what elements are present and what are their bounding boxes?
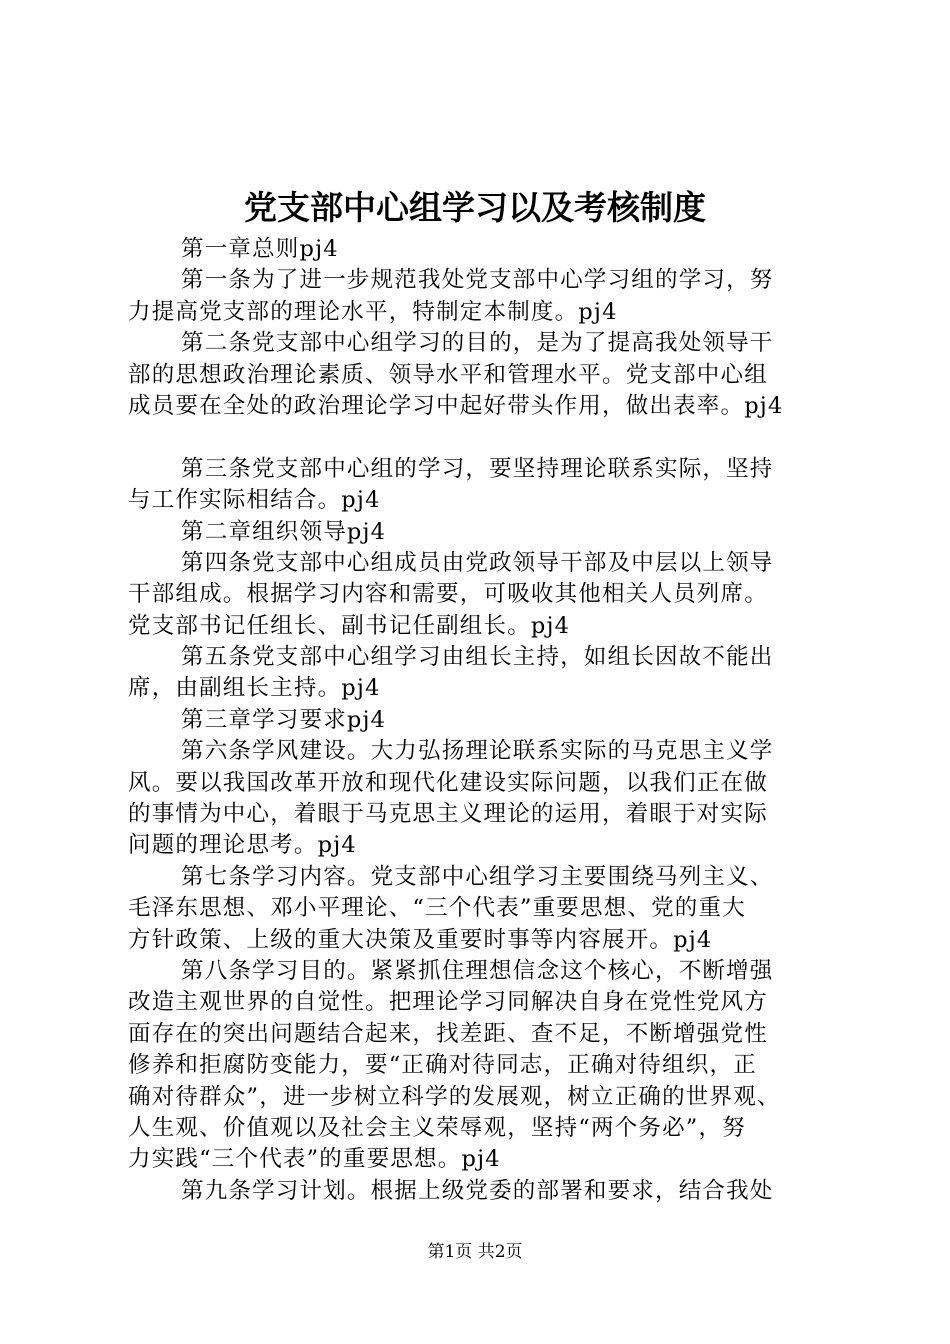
chapter-heading: 第一章总则pj4 — [181, 236, 339, 262]
page-number: 第1页 共2页 — [427, 1242, 523, 1262]
paragraph-line: 修养和拒腐防变能力，要“正确对待同志，正确对待组织，正 — [128, 1052, 757, 1079]
paragraph-line: 力实践“三个代表”的重要思想。pj4 — [128, 1146, 501, 1173]
paragraph-line: 席，由副组长主持。pj4 — [128, 675, 381, 702]
paragraph-line: 问题的理论思考。pj4 — [128, 832, 357, 859]
paragraph-line: 力提高党支部的理论水平，特制定本制度。pj4 — [128, 298, 618, 325]
paragraph-line: 部的思想政治理论素质、领导水平和管理水平。党支部中心组 — [128, 361, 768, 388]
paragraph-line: 第七条学习内容。党支部中心组学习主要围绕马列主义、 — [181, 863, 774, 890]
paragraph-line: 干部组成。根据学习内容和需要，可吸收其他相关人员列席。 — [128, 581, 768, 608]
document-body — [128, 234, 834, 1207]
paragraph-line: 第一条为了进一步规范我处党支部中心学习组的学习，努 — [181, 267, 774, 294]
paragraph-line: 方针政策、上级的重大决策及重要时事等内容展开。pj4 — [128, 926, 713, 953]
paragraph-line: 第三条党支部中心组的学习，要坚持理论联系实际，坚持 — [181, 455, 774, 482]
page-footer — [0, 1240, 950, 1264]
paragraph-line: 的事情为中心，着眼于马克思主义理论的运用，着眼于对实际 — [128, 801, 768, 828]
paragraph-line: 第二条党支部中心组学习的目的，是为了提高我处领导干 — [181, 330, 774, 357]
chapter-heading: 第二章组织领导pj4 — [181, 518, 387, 545]
document-title: 党支部中心组学习以及考核制度 — [244, 188, 706, 227]
paragraph-line: 毛泽东思想、邓小平理论、“三个代表”重要思想、党的重大 — [128, 895, 746, 922]
paragraph-line: 确对待群众”，进一步树立科学的发展观，树立正确的世界观、 — [128, 1083, 781, 1110]
paragraph-line: 成员要在全处的政治理论学习中起好带头作用，做出表率。pj4 — [128, 392, 784, 419]
chapter-heading: 第三章学习要求pj4 — [181, 706, 387, 733]
blank-line — [128, 422, 834, 453]
paragraph-line: 与工作实际相结合。pj4 — [128, 487, 381, 514]
paragraph-line: 面存在的突出问题结合起来，找差距、查不足，不断增强党性 — [128, 1020, 768, 1047]
paragraph-line: 第九条学习计划。根据上级党委的部署和要求，结合我处 — [181, 1177, 774, 1204]
paragraph-line: 改造主观世界的自觉性。把理论学习同解决自身在党性党风方 — [128, 989, 768, 1016]
paragraph-line: 第六条学风建设。大力弘扬理论联系实际的马克思主义学 — [181, 738, 774, 765]
paragraph-line: 第八条学习目的。紧紧抓住理想信念这个核心，不断增强 — [181, 957, 774, 984]
paragraph-line: 风。要以我国改革开放和现代化建设实际问题，以我们正在做 — [128, 769, 768, 796]
paragraph-line: 第五条党支部中心组学习由组长主持，如组长因故不能出 — [181, 644, 774, 671]
paragraph-line: 人生观、价值观以及社会主义荣辱观，坚持“两个务必”，努 — [128, 1114, 746, 1141]
paragraph-line: 党支部书记任组长、副书记任副组长。pj4 — [128, 612, 571, 639]
paragraph-line: 第四条党支部中心组成员由党政领导干部及中层以上领导 — [181, 549, 774, 576]
